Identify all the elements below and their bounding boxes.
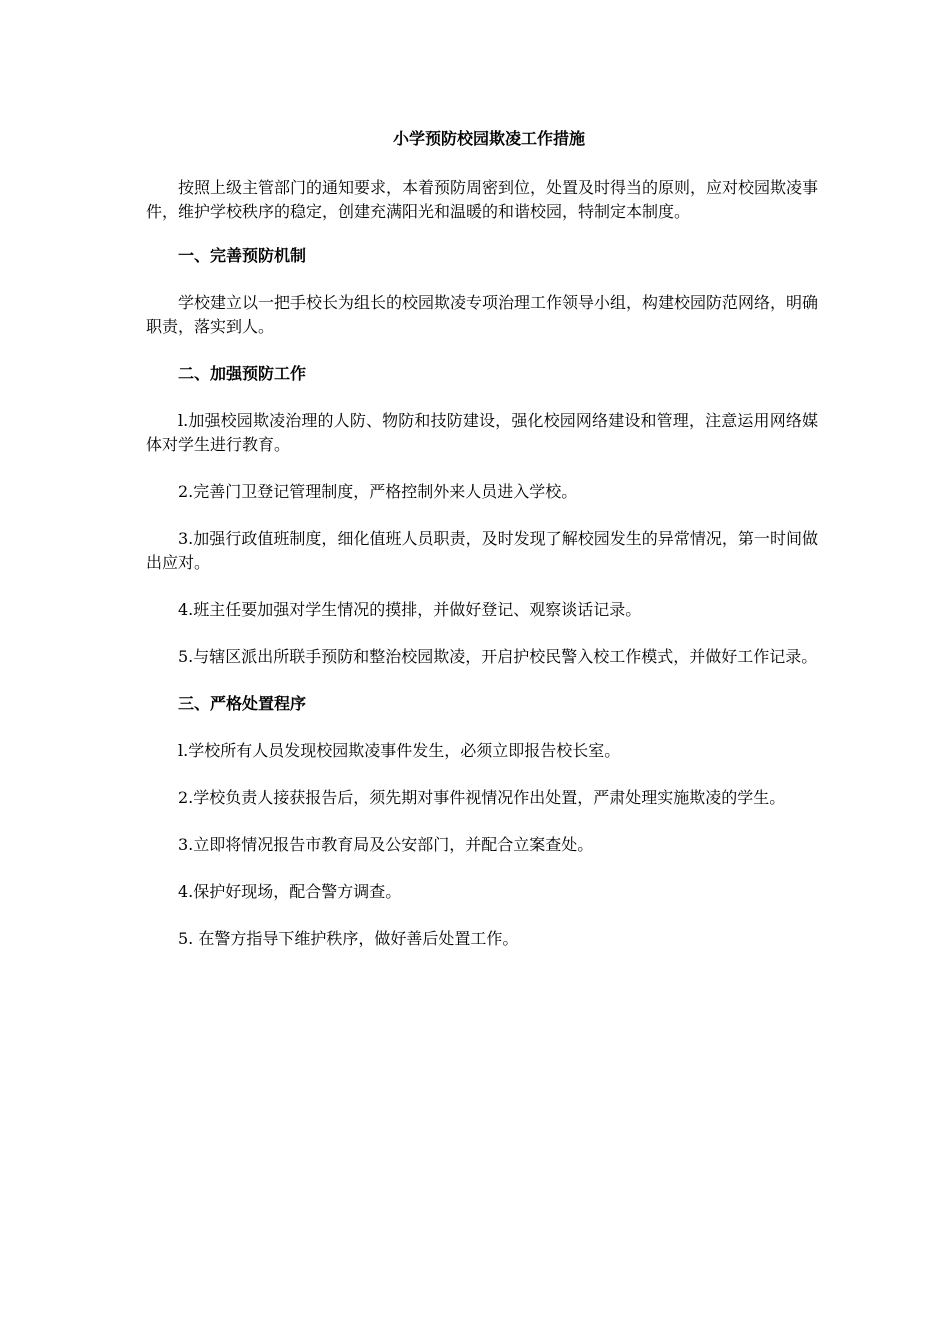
document-title: 小学预防校园欺凌工作措施	[392, 129, 585, 148]
section-3-item-2: 2.学校负责人接获报告后，须先期对事件视情况作出处置，严肃处理实施欺凌的学生。	[178, 788, 786, 807]
section-2-item-2: 2.完善门卫登记管理制度，严格控制外来人员进入学校。	[178, 482, 578, 501]
section-3-item-3: 3.立即将情况报告市教育局及公安部门，并配合立案查处。	[178, 835, 594, 854]
intro-paragraph: 按照上级主管部门的通知要求，本着预防周密到位，处置及时得当的原则，应对校园欺凌事件，维护学校秩序的稳定，创建充满阳光和温暖的和谐校园，特制定本制度。	[146, 178, 819, 221]
section-heading-2: 二、加强预防工作	[178, 364, 307, 383]
section-3-item-4: 4.保护好现场，配合警方调查。	[178, 882, 402, 901]
section-heading-3: 三、严格处置程序	[178, 694, 307, 713]
section-2-item-4: 4.班主任要加强对学生情况的摸排，并做好登记、观察谈话记录。	[178, 600, 642, 619]
section-2-item-5: 5.与辖区派出所联手预防和整治校园欺凌，开启护校民警入校工作模式，并做好工作记录。	[178, 647, 818, 666]
document-page	[146, 126, 818, 974]
section-heading-1: 一、完善预防机制	[178, 246, 307, 265]
section-3-item-1: l.学校所有人员发现校园欺凌事件发生，必须立即报告校长室。	[178, 741, 621, 760]
section-1-paragraph-1: 学校建立以一把手校长为组长的校园欺凌专项治理工作领导小组，构建校园防范网络，明确职责，落实到人。	[146, 293, 819, 336]
section-2-item-3: 3.加强行政值班制度，细化值班人员职责，及时发现了解校园发生的异常情况，第一时间做出应对。	[146, 529, 818, 572]
section-2-item-1: l.加强校园欺凌治理的人防、物防和技防建设，强化校园网络建设和管理，注意运用网络媒体对学生进行教育。	[146, 411, 818, 454]
section-3-item-5: 5. 在警方指导下维护秩序，做好善后处置工作。	[178, 929, 519, 948]
